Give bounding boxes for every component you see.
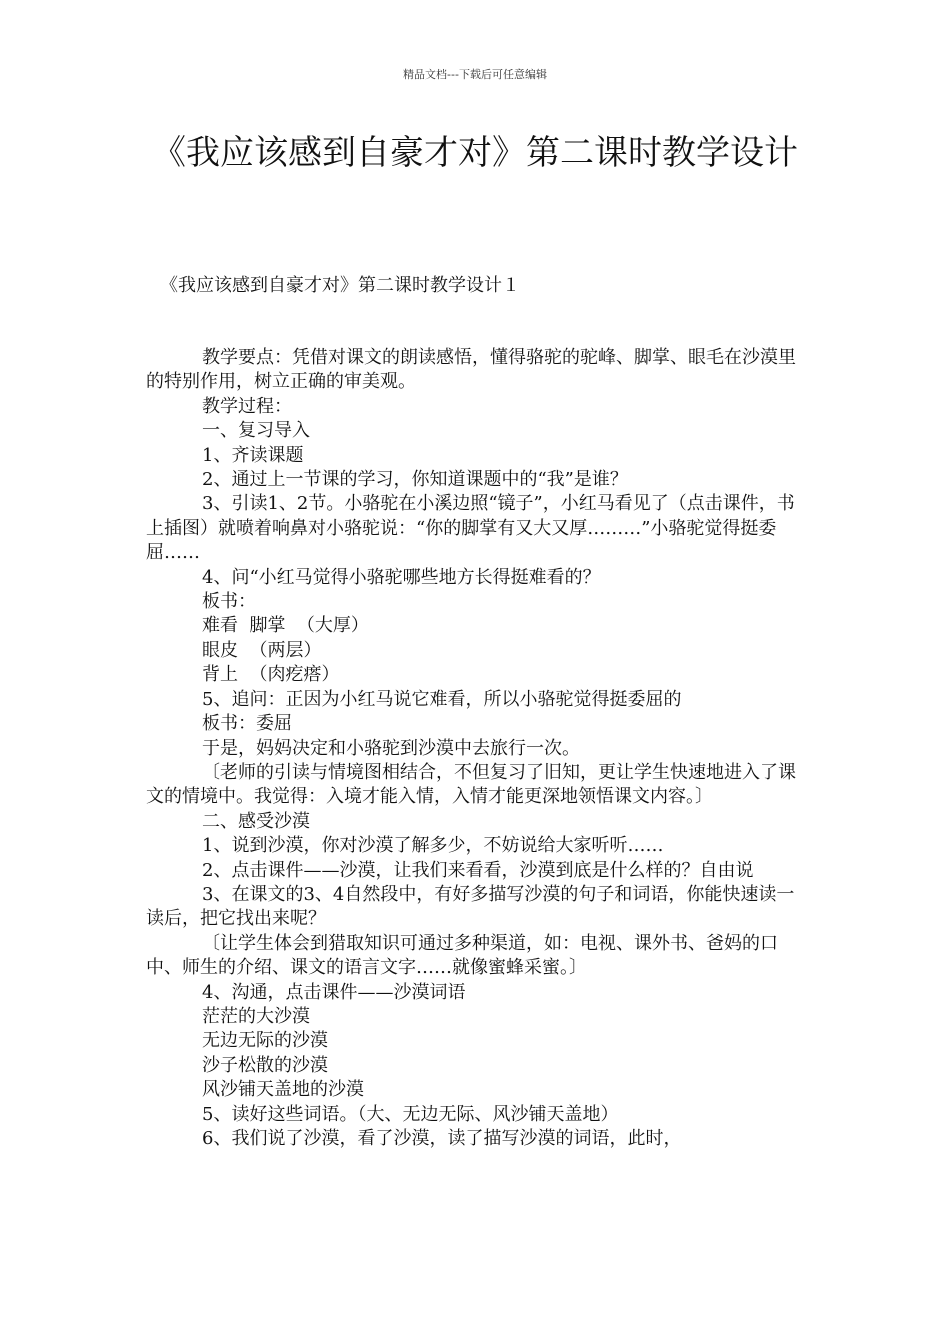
paragraph: 教学要点：凭借对课文的朗读感悟，懂得骆驼的驼峰、脚掌、眼毛在沙漠里的特别作用，树立正确的审美观。	[146, 347, 796, 393]
section-heading: 一、复习导入	[202, 420, 310, 442]
paragraph: 于是，妈妈决定和小骆驼到沙漠中去旅行一次。	[202, 737, 580, 759]
paragraph: 5、追问：正因为小红马说它难看，所以小骆驼觉得挺委屈的	[202, 688, 682, 710]
paragraph: 1、齐读课题	[202, 444, 304, 466]
section-heading: 二、感受沙漠	[202, 810, 310, 832]
paragraph: 4、问“小红马觉得小骆驼哪些地方长得挺难看的？	[202, 566, 601, 588]
paragraph: 3、引读1、2节。小骆驼在小溪边照“镜子”，小红马看见了（点击课件，书上插图）就喷着响鼻对小骆驼说：“你的脚掌有又大又厚………”小骆驼觉得挺委屈……	[146, 493, 795, 564]
paragraph: 〔老师的引读与情境图相结合，不但复习了旧知，更让学生快速地进入了课文的情境中。我觉得：入境才能入情，入情才能更深地领悟课文内容。〕	[146, 761, 796, 808]
paragraph: 教学过程：	[202, 395, 292, 417]
paragraph: 难看 脚掌 （大厚）	[202, 615, 369, 637]
paragraph: 板书：委屈	[202, 713, 292, 735]
paragraph: 6、我们说了沙漠，看了沙漠，读了描写沙漠的词语，此时，	[202, 1128, 682, 1149]
paragraph: 背上 （肉疙瘩）	[202, 664, 340, 686]
page-header-note: 精品文档---下载后可任意编辑	[403, 68, 547, 81]
paragraph: 板书：	[202, 591, 256, 613]
paragraph: 沙子松散的沙漠	[202, 1054, 328, 1076]
paragraph: 风沙铺天盖地的沙漠	[202, 1079, 364, 1101]
paragraph: 5、读好这些词语。（大、无边无际、风沙铺天盖地）	[202, 1103, 619, 1125]
paragraph: 眼皮 （两层）	[202, 639, 322, 661]
paragraph: 1、说到沙漠，你对沙漠了解多少，不妨说给大家听听……	[202, 835, 664, 857]
paragraph: 〔让学生体会到猎取知识可通过多种渠道，如：电视、课外书、爸妈的口中、师生的介绍、课文的语言文字……就像蜜蜂采蜜。〕	[146, 932, 778, 979]
paragraph: 2、点击课件——沙漠，让我们来看看，沙漠到底是什么样的？自由说	[202, 859, 754, 881]
paragraph: 4、沟通，点击课件——沙漠词语	[202, 981, 466, 1003]
paragraph: 无边无际的沙漠	[202, 1030, 328, 1052]
document-title: 《我应该感到自豪才对》第二课时教学设计	[152, 133, 798, 173]
paragraph: 3、在课文的3、4自然段中，有好多描写沙漠的句子和词语，你能快速读一读后，把它找出来呢？	[146, 883, 795, 930]
paragraph: 茫茫的大沙漠	[202, 1005, 310, 1027]
document-subtitle: 《我应该感到自豪才对》第二课时教学设计１	[160, 275, 520, 296]
paragraph: 2、通过上一节课的学习，你知道课题中的“我”是谁？	[202, 469, 628, 491]
document-body	[146, 346, 810, 1151]
